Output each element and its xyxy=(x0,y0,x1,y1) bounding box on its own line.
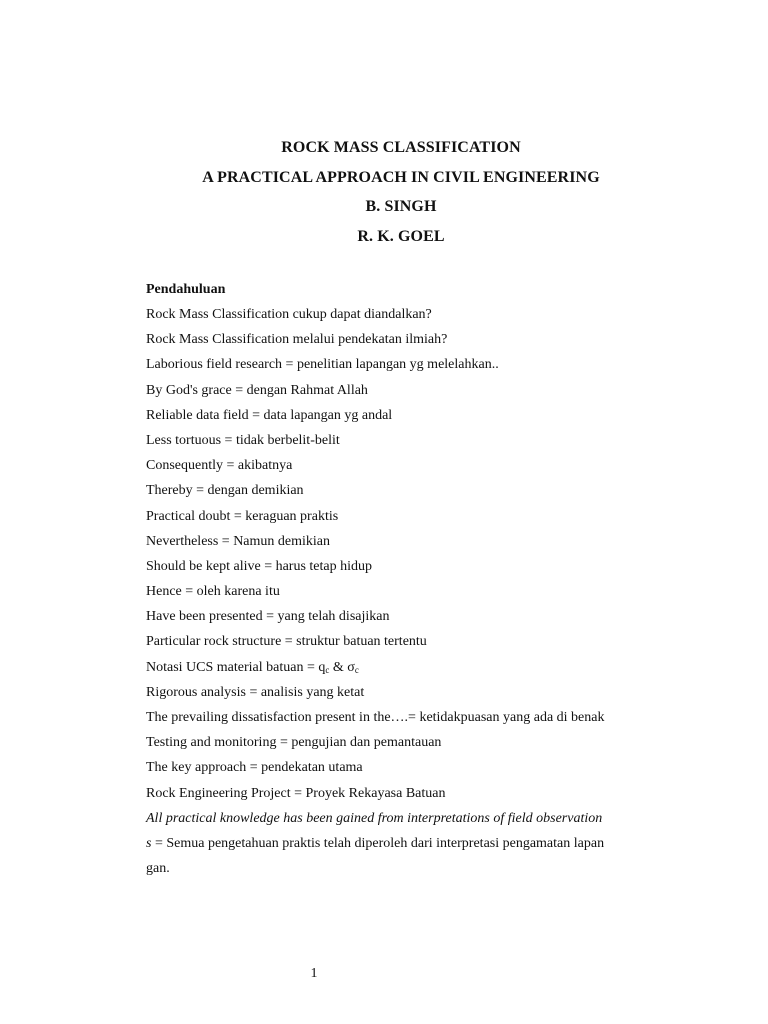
text-line: Hence = oleh karena itu xyxy=(146,584,280,600)
text-line: By God's grace = dengan Rahmat Allah xyxy=(146,382,368,398)
author-1: B. SINGH xyxy=(365,198,437,216)
author-2: R. K. GOEL xyxy=(357,228,445,246)
ucs-notation-line xyxy=(146,657,666,682)
text-line: Consequently = akibatnya xyxy=(146,458,293,474)
body-text xyxy=(146,279,666,883)
final-paragraph-line-2 xyxy=(146,833,666,858)
book-title: ROCK MASS CLASSIFICATION xyxy=(281,139,521,156)
ucs-subscript-sigma: c xyxy=(354,664,359,675)
text-line: Rock Mass Classification cukup dapat diandalkan? xyxy=(146,307,432,322)
text-line: The prevailing dissatisfaction present in the….= ketidakpuasan yang ada di benak xyxy=(146,710,605,725)
text-line: Reliable data field = data lapangan yg andal xyxy=(146,407,393,423)
title-block xyxy=(0,136,768,255)
final-paragraph-line-3: gan. xyxy=(146,861,170,877)
final-paragraph-translation: = Semua pengetahuan praktis telah diperoleh dari interpretasi pengamatan lapan xyxy=(151,835,605,851)
text-line: Have been presented = yang telah disajikan xyxy=(146,609,390,625)
section-heading: Pendahuluan xyxy=(146,282,226,297)
text-line: Nevertheless = Namun demikian xyxy=(146,533,331,549)
text-line: Rigorous analysis = analisis yang ketat xyxy=(146,684,365,700)
text-line: The key approach = pendekatan utama xyxy=(146,760,363,776)
text-line: Particular rock structure = struktur batuan tertentu xyxy=(146,634,427,650)
ucs-subscript-q: c xyxy=(325,664,330,675)
final-paragraph-line-1: All practical knowledge has been gained from interpretations of field observation xyxy=(146,810,603,826)
text-line: Rock Mass Classification melalui pendekatan ilmiah? xyxy=(146,332,448,348)
ucs-text-prefix: Notasi UCS material batuan = q xyxy=(146,659,326,675)
page-number: 1 xyxy=(310,966,318,981)
text-line: Should be kept alive = harus tetap hidup xyxy=(146,558,373,574)
ucs-text-middle: & σ xyxy=(329,659,355,675)
text-line: Thereby = dengan demikian xyxy=(146,483,304,499)
final-paragraph-italic-fragment: s xyxy=(146,835,152,851)
book-subtitle: A PRACTICAL APPROACH IN CIVIL ENGINEERING xyxy=(202,168,600,186)
text-line: Laborious field research = penelitian lapangan yg melelahkan.. xyxy=(146,357,499,373)
text-line: Practical doubt = keraguan praktis xyxy=(146,508,339,524)
text-line: Testing and monitoring = pengujian dan pemantauan xyxy=(146,735,442,751)
text-line: Rock Engineering Project = Proyek Rekayasa Batuan xyxy=(146,785,446,801)
text-line: Less tortuous = tidak berbelit-belit xyxy=(146,432,340,448)
